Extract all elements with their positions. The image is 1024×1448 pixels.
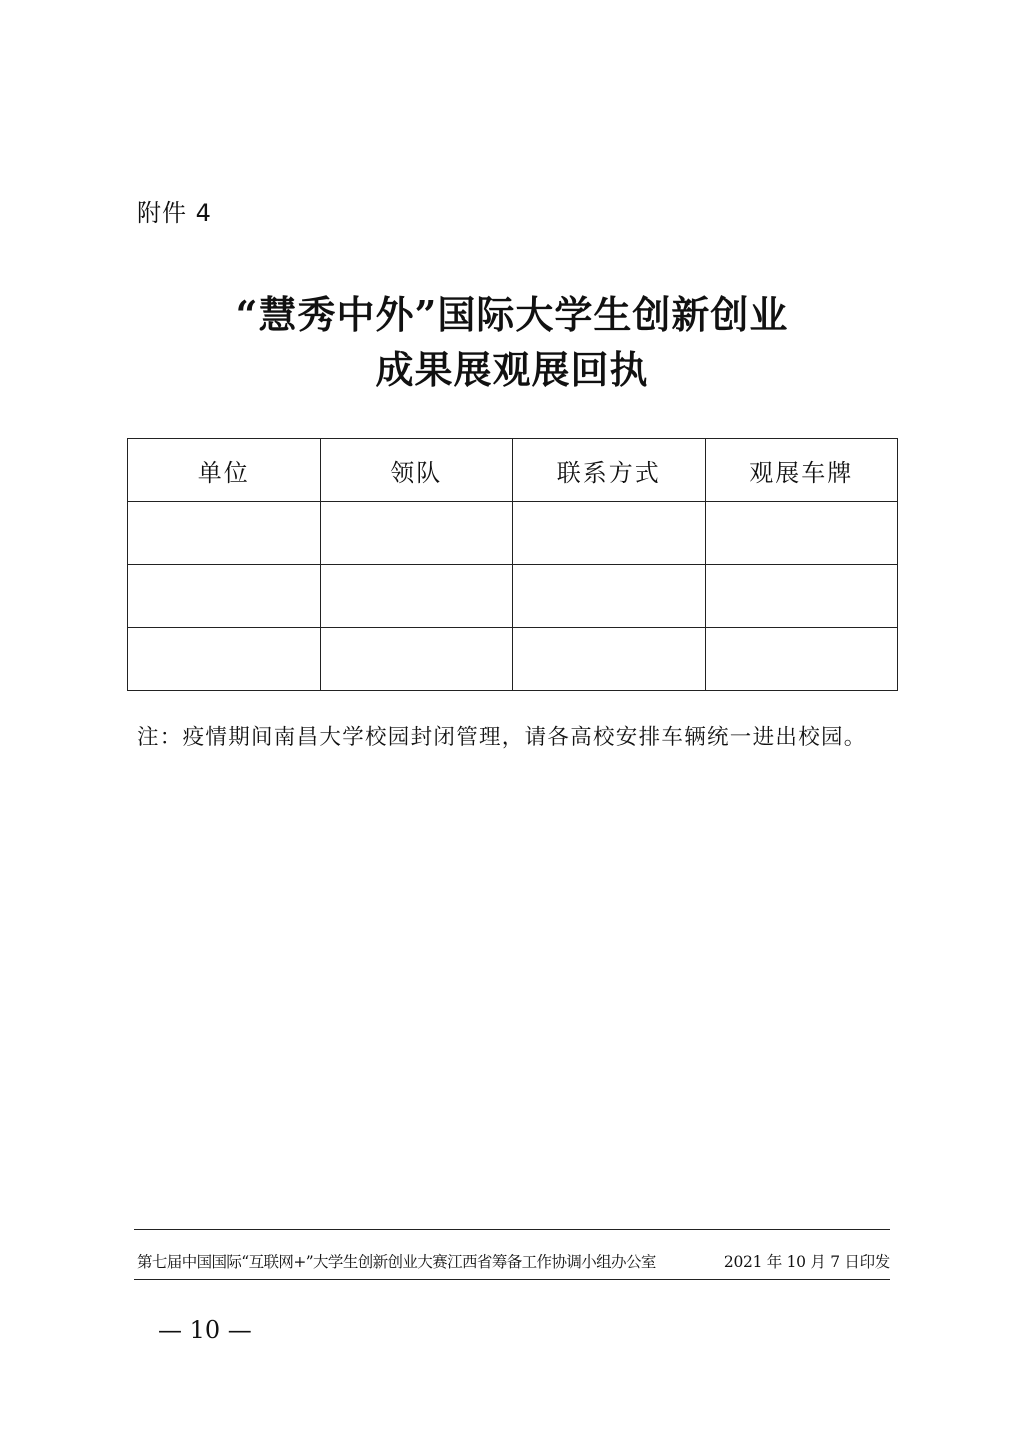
table-note: 注：疫情期间南昌大学校园封闭管理，请各高校安排车辆统一进出校园。 <box>137 725 867 750</box>
document-title-line-2: 成果展观展回执 <box>375 347 649 392</box>
table-cell <box>128 565 321 628</box>
table-cell <box>513 628 706 691</box>
table-cell <box>705 628 898 691</box>
footer-issue-date: 2021 年 10 月 7 日印发 <box>723 1253 890 1271</box>
receipt-table <box>127 438 898 691</box>
table-cell <box>513 565 706 628</box>
table-cell <box>320 628 513 691</box>
table-row <box>128 628 898 691</box>
table-cell <box>705 565 898 628</box>
footer-issuer: 第七届中国国际“互联网+”大学生创新创业大赛江西省筹备工作协调小组办公室 <box>137 1253 656 1271</box>
document-title-line-1: “慧秀中外”国际大学生创新创业 <box>235 292 789 337</box>
table-cell <box>320 502 513 565</box>
header-team-leader: 领队 <box>320 439 513 502</box>
footer-bottom-rule <box>134 1279 890 1280</box>
page-number: — 10 — <box>158 1316 252 1344</box>
header-license-plate: 观展车牌 <box>705 439 898 502</box>
table-cell <box>320 565 513 628</box>
table-cell <box>705 502 898 565</box>
table-row <box>128 565 898 628</box>
header-unit: 单位 <box>128 439 321 502</box>
footer-top-rule <box>134 1229 890 1230</box>
table-cell <box>513 502 706 565</box>
table-cell <box>128 502 321 565</box>
table-header-row <box>128 439 898 502</box>
table-row <box>128 502 898 565</box>
attachment-label: 附件 4 <box>137 199 212 227</box>
header-contact: 联系方式 <box>513 439 706 502</box>
table-cell <box>128 628 321 691</box>
